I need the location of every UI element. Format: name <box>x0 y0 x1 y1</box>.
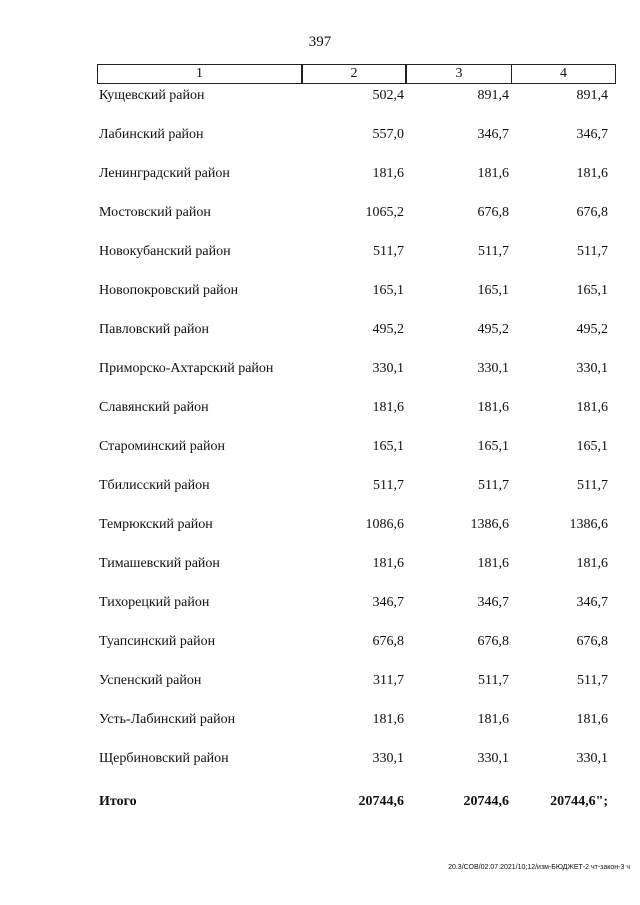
table-row <box>0 632 640 671</box>
district-name: Туапсинский район <box>99 634 216 649</box>
value-col-4: 511,7 <box>577 244 608 259</box>
value-col-2: 181,6 <box>372 556 404 571</box>
district-name: Староминский район <box>99 439 225 454</box>
table-body <box>0 86 640 831</box>
value-col-4: 1386,6 <box>569 517 608 532</box>
table-row <box>0 125 640 164</box>
district-name: Щербиновский район <box>99 751 229 766</box>
header-cell-3: 3 <box>405 65 511 83</box>
district-name: Новопокровский район <box>99 283 239 298</box>
district-name: Славянский район <box>99 400 209 415</box>
table-row <box>0 671 640 710</box>
value-col-2: 165,1 <box>372 283 404 298</box>
header-cell-4: 4 <box>511 65 615 83</box>
value-col-3: 330,1 <box>477 361 509 376</box>
table-row <box>0 749 640 788</box>
district-name: Новокубанский район <box>99 244 231 259</box>
table-row <box>0 476 640 515</box>
value-col-4: 330,1 <box>576 361 608 376</box>
district-name: Лабинский район <box>99 127 204 142</box>
value-col-2: 181,6 <box>372 166 404 181</box>
value-col-3: 511,7 <box>478 478 509 493</box>
table-row <box>0 164 640 203</box>
district-name: Тихорецкий район <box>99 595 210 610</box>
value-col-2: 502,4 <box>372 88 404 103</box>
value-col-4: 181,6 <box>576 556 608 571</box>
value-col-3: 511,7 <box>478 244 509 259</box>
value-col-2: 511,7 <box>373 478 404 493</box>
district-name: Кущевский район <box>99 88 205 103</box>
district-name: Тимашевский район <box>99 556 220 571</box>
value-col-2: 181,6 <box>372 400 404 415</box>
table-row <box>0 203 640 242</box>
district-name: Приморско-Ахтарский район <box>99 361 274 376</box>
value-col-2: 20744,6 <box>358 794 404 809</box>
table-row <box>0 320 640 359</box>
value-col-2: 495,2 <box>372 322 404 337</box>
value-col-4: 20744,6"; <box>550 794 608 809</box>
value-col-3: 891,4 <box>477 88 509 103</box>
value-col-4: 676,8 <box>576 634 608 649</box>
value-col-3: 511,7 <box>478 673 509 688</box>
value-col-2: 511,7 <box>373 244 404 259</box>
district-name: Итого <box>99 794 137 809</box>
table-row <box>0 86 640 125</box>
value-col-4: 165,1 <box>576 283 608 298</box>
value-col-4: 495,2 <box>576 322 608 337</box>
district-name: Павловский район <box>99 322 209 337</box>
document-code: 20.3/СОВ/02.07.2021/10;12/изм-БЮДЖЕТ-2 чт-закон-3 ч <box>448 864 630 871</box>
table-row <box>0 398 640 437</box>
value-col-2: 1086,6 <box>365 517 404 532</box>
value-col-3: 676,8 <box>477 205 509 220</box>
header-cell-1: 1 <box>196 66 203 81</box>
table-row <box>0 242 640 281</box>
table-row <box>0 710 640 749</box>
value-col-2: 346,7 <box>372 595 404 610</box>
value-col-4: 511,7 <box>577 478 608 493</box>
value-col-3: 165,1 <box>477 439 509 454</box>
table-row <box>0 515 640 554</box>
value-col-3: 495,2 <box>477 322 509 337</box>
table-total-row <box>0 792 640 831</box>
district-name: Мостовский район <box>99 205 211 220</box>
district-name: Ленинградский район <box>99 166 230 181</box>
value-col-4: 511,7 <box>577 673 608 688</box>
value-col-2: 330,1 <box>372 361 404 376</box>
district-name: Тбилисский район <box>99 478 210 493</box>
header-cell-2: 2 <box>301 65 405 83</box>
value-col-3: 1386,6 <box>470 517 509 532</box>
value-col-3: 346,7 <box>477 595 509 610</box>
value-col-4: 181,6 <box>576 166 608 181</box>
table-header <box>97 64 616 84</box>
page-number: 397 <box>308 34 332 50</box>
value-col-3: 181,6 <box>477 166 509 181</box>
table-row <box>0 593 640 632</box>
table-row <box>0 554 640 593</box>
table-row <box>0 281 640 320</box>
value-col-4: 346,7 <box>576 127 608 142</box>
value-col-4: 181,6 <box>576 712 608 727</box>
value-col-4: 346,7 <box>576 595 608 610</box>
value-col-3: 181,6 <box>477 712 509 727</box>
district-name: Успенский район <box>99 673 202 688</box>
value-col-3: 165,1 <box>477 283 509 298</box>
value-col-2: 311,7 <box>373 673 404 688</box>
value-col-3: 330,1 <box>477 751 509 766</box>
value-col-2: 330,1 <box>372 751 404 766</box>
table-row <box>0 437 640 476</box>
value-col-4: 330,1 <box>576 751 608 766</box>
value-col-2: 676,8 <box>372 634 404 649</box>
value-col-4: 676,8 <box>576 205 608 220</box>
table-row <box>0 359 640 398</box>
value-col-3: 676,8 <box>477 634 509 649</box>
value-col-4: 181,6 <box>576 400 608 415</box>
value-col-3: 181,6 <box>477 400 509 415</box>
district-name: Темрюкский район <box>99 517 213 532</box>
value-col-4: 165,1 <box>576 439 608 454</box>
value-col-3: 346,7 <box>477 127 509 142</box>
district-name: Усть-Лабинский район <box>99 712 236 727</box>
value-col-3: 20744,6 <box>463 794 509 809</box>
value-col-4: 891,4 <box>576 88 608 103</box>
value-col-2: 181,6 <box>372 712 404 727</box>
value-col-2: 165,1 <box>372 439 404 454</box>
value-col-2: 1065,2 <box>365 205 404 220</box>
value-col-3: 181,6 <box>477 556 509 571</box>
value-col-2: 557,0 <box>372 127 404 142</box>
